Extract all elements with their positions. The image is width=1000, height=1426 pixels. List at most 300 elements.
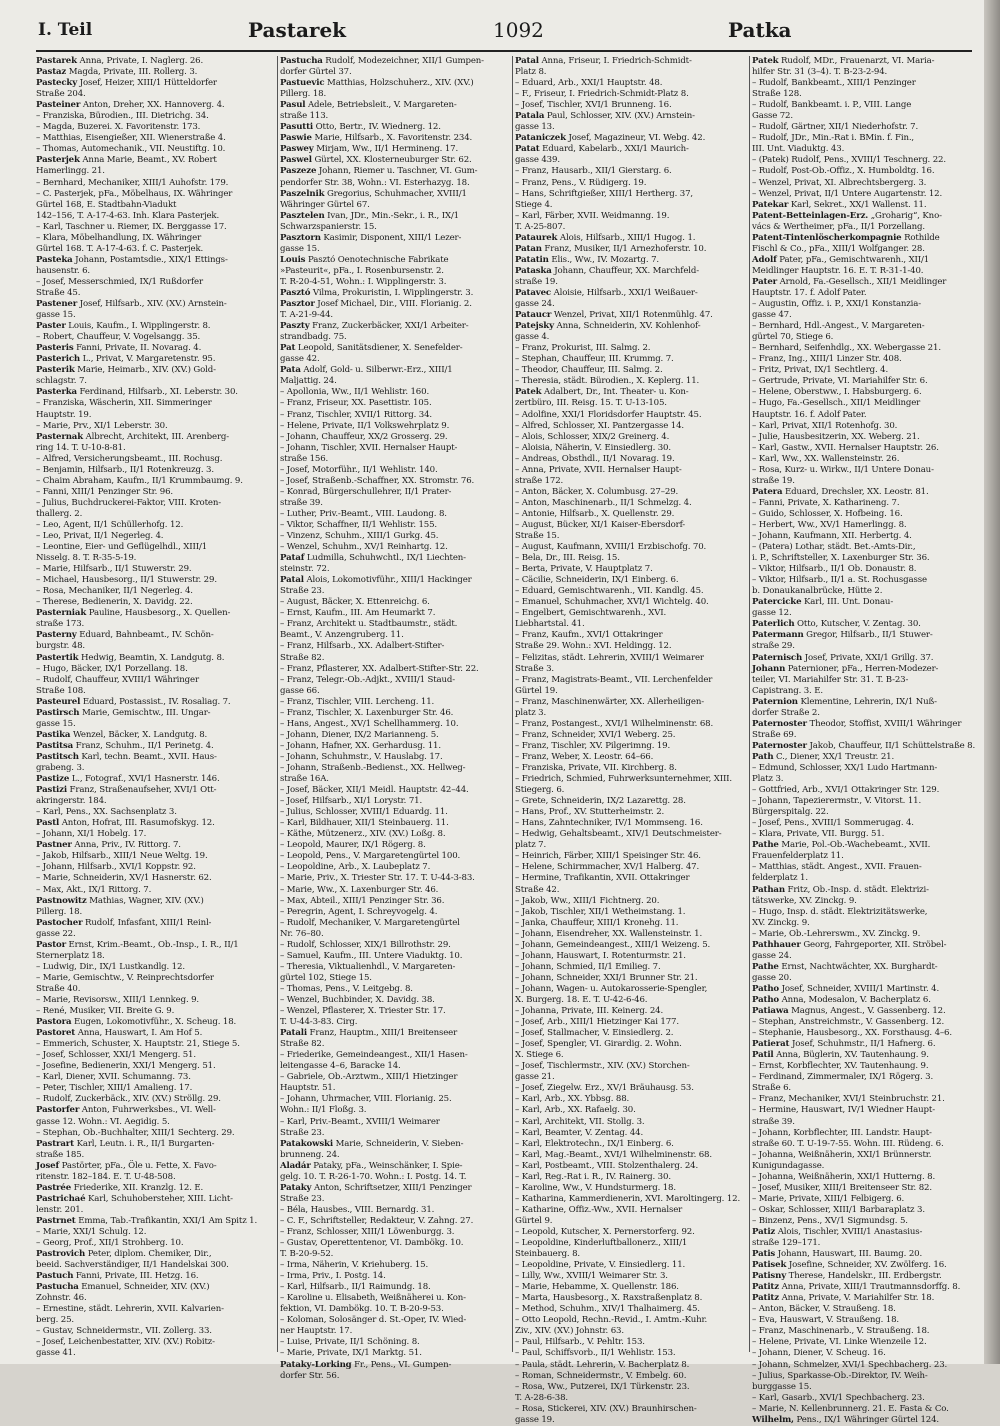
directory-entry-line: – Helene, Private, II/1 Volkswehrplatz 9. — [280, 420, 450, 431]
entry-surname: Paterlich — [752, 619, 795, 630]
directory-entry-line: – Josef, Messerschmied, IX/1 Rußdorfer — [36, 276, 203, 287]
directory-entry-line: Paszeze Johann, Riemer u. Taschner, VI. Gum- — [280, 166, 478, 177]
directory-entry-line: Platz 3. — [752, 774, 784, 785]
entry-surname: Pasteiner — [36, 100, 81, 111]
directory-entry-line: – Felizitas, städt. Lehrerin, XVIII/1 Weimarer — [515, 652, 704, 663]
column-2 — [280, 56, 512, 1381]
directory-entry-line: – Karl, Gasarb., XVI/1 Spechbacherg. 23. — [752, 1392, 925, 1403]
directory-entry-line: – Josefine, Bedienerin, XXI/1 Mengerg. 51. — [36, 1061, 216, 1072]
directory-entry-line: platz 7. — [515, 840, 547, 851]
directory-entry-line: gasse 47. — [752, 310, 792, 321]
directory-entry-line: burgstr. 48. — [36, 641, 86, 652]
directory-entry-line: – Marie, Prv., XI/1 Leberstr. 30. — [36, 420, 168, 431]
directory-entry-line: – Ludwig, Dir., IX/1 Lustkandlg. 12. — [36, 961, 185, 972]
entry-surname: Patercicke — [752, 597, 802, 608]
directory-entry-line: Pastitsa Franz, Schuhm., II/1 Perinetg. 4. — [36, 740, 214, 751]
entry-surname: Patisek — [752, 1260, 787, 1271]
directory-entry-line: Patek Adalbert, Dr., Int. Theater- u. Kon- — [515, 387, 689, 398]
entry-surname: Patal — [280, 575, 304, 586]
directory-entry-line: – Peregrin, Agent, I. Schreyvogelg. 4. — [280, 906, 438, 917]
directory-entry-line: – Josef, Spengler, VI. Girardig. 2. Wohn. — [515, 1039, 682, 1050]
directory-entry-line: Platz 8. — [515, 67, 547, 78]
directory-entry-line: Straße 42. — [515, 884, 560, 895]
entry-surname: Paternoster — [752, 740, 807, 751]
directory-entry-line: Straße 108. — [36, 685, 86, 696]
directory-entry-line: Pastize L., Fotograf., XVI/1 Hasnerstr. 146. — [36, 774, 220, 785]
directory-entry-line: – Karl, Architekt, VII. Stollg. 3. — [515, 1116, 645, 1127]
right-catchword: Patka — [728, 18, 792, 42]
directory-entry-line: – Franz, Ing., XIII/1 Linzer Str. 408. — [752, 354, 902, 365]
entry-surname: Patat — [515, 144, 540, 155]
directory-entry-line: Kunigundagasse. — [752, 1160, 825, 1171]
entry-surname: Pastize — [36, 774, 70, 785]
directory-entry-line: – Paul, Schiffsvorb., II/1 Wehlistr. 153. — [515, 1348, 676, 1359]
directory-entry-line: – Grete, Schneiderin, IX/2 Lazarettg. 28. — [515, 796, 686, 807]
directory-entry-line: gasse 22. — [36, 928, 76, 939]
entry-surname: Pasteris — [36, 343, 74, 354]
directory-entry-line: – Johanna, Weißnäherin, XXI/1 Brünnerstr. — [752, 1149, 932, 1160]
directory-entry-line: Patek Rudolf, MDr., Frauenarzt, VI. Maria- — [752, 56, 935, 66]
directory-entry-line: Gasse 72. — [752, 111, 793, 122]
directory-entry-line: – Anna, Private, XVII. Hernalser Haupt- — [515, 464, 682, 475]
directory-entry-line: Ziv., XIV. (XV.) Johnstr. 63. — [515, 1326, 624, 1337]
directory-entry-line: – Josef, Pens., XVIII/1 Sommerugag. 4. — [752, 818, 914, 829]
directory-entry-line: Pathan Fritz, Ob.-Insp. d. städt. Elektrizi- — [752, 884, 929, 895]
directory-entry-line: Pillerg. 18. — [280, 89, 327, 100]
directory-entry-line: – Karl, Arb., XX. Rafaelg. 30. — [515, 1105, 636, 1116]
directory-entry-line: – Viktor, Hilfsarb., II/1 a. St. Rochusgasse — [752, 575, 927, 586]
directory-entry-line: – Fanni, XIII/1 Penzinger Str. 96. — [36, 486, 173, 497]
directory-entry-line: – Method, Schuhm., XIV/1 Thalhaimerg. 45. — [515, 1304, 700, 1315]
directory-entry-line: gasse 42. — [280, 354, 320, 365]
directory-entry-line: ring 14. T. U-10-8-81. — [36, 442, 126, 453]
directory-entry-line: – Stephan, Chauffeur, III. Krummg. 7. — [515, 354, 674, 365]
directory-entry-line: berg. 25. — [36, 1315, 74, 1326]
directory-entry-line: – Josef, Arb., XIII/1 Hietzinger Kai 177. — [515, 1017, 679, 1028]
directory-entry-line: Pasterjek Anna Marie, Beamt., XV. Robert — [36, 155, 217, 166]
entry-surname: Pasteka — [36, 254, 73, 265]
directory-entry-line: Hauptstr. 16. f. Adolf Pater. — [752, 409, 867, 420]
entry-surname: Pasterniak — [36, 608, 87, 619]
directory-entry-line: – Julius, Schlosser, XVIII/1 Eduardg. 11. — [280, 807, 448, 818]
directory-entry-line: Patala Paul, Schlosser, XIV. (XV.) Arnstein- — [515, 111, 695, 122]
directory-entry-line: – Franz, Maschinenwärter, XX. Allerheiligen- — [515, 696, 704, 707]
entry-surname: Patisny — [752, 1271, 787, 1282]
directory-entry-line: ner Hauptstr. 17. — [280, 1326, 353, 1337]
directory-entry-line: – Franz, Weber, X. Leostr. 64–66. — [515, 751, 654, 762]
directory-entry-line: burggasse 15. — [752, 1381, 812, 1392]
directory-entry-line: – Rudolf, Gärtner, XII/1 Niederhofstr. 7. — [752, 122, 919, 133]
directory-entry-line: – Bernhard, Hdl.-Angest., V. Margareten- — [752, 321, 925, 332]
directory-entry-line: Straße 23. — [280, 1193, 325, 1204]
directory-entry-line: – Josef, Tischlermstr., XIV. (XV.) Storchen- — [515, 1061, 690, 1072]
directory-entry-line: Hauptstr. 51. — [280, 1083, 336, 1094]
directory-entry-line: gasse 15. — [36, 718, 76, 729]
entry-surname: Pataurek — [515, 232, 558, 243]
directory-entry-line: Pastertik Hedwig, Beamtin, X. Landgutg. 8. — [36, 652, 225, 663]
directory-entry-line: straße 173. — [36, 619, 85, 630]
entry-surname: Patho — [752, 994, 779, 1005]
directory-entry-line: – Theresia, Viktualienhdl., V. Margareten- — [280, 961, 456, 972]
directory-entry-line: – Franz, Hilfsarb., XX. Adalbert-Stifter- — [280, 641, 445, 652]
directory-entry-line: Patis Johann, Hauswart, III. Baumg. 20. — [752, 1249, 923, 1260]
directory-entry-line: Patiz Alois, Tischler, XVIII/1 Anastasius- — [752, 1226, 923, 1237]
entry-surname: Pat — [280, 343, 296, 354]
directory-entry-line: grabeng. 3. — [36, 763, 85, 773]
directory-entry-line: – Augustin, Offiz. i. P., XXI/1 Konstanzia- — [752, 299, 922, 310]
directory-entry-line: Pasutti Otto, Bertr., IV. Wiednerg. 12. — [280, 122, 441, 133]
directory-entry-line: – Berta, Private, V. Hauptplatz 7. — [515, 564, 653, 575]
directory-entry-line: – Johann, Korbflechter, III. Landstr. Haupt- — [752, 1127, 932, 1138]
directory-entry-line: – Marie, Gemischtw., V. Reinprechtsdorfer — [36, 972, 214, 983]
directory-entry-line: – Johann, Gemeindeangest., XIII/1 Weizeng. 5. — [515, 939, 711, 950]
directory-entry-line: – Rudolf, Mechaniker, V. Margaretengürtel — [280, 917, 460, 928]
directory-entry-line: – Helene, Schirmmacher, XV/1 Halberg. 47. — [515, 862, 700, 873]
directory-entry-line: fektion, VI. Dambökg. 10. T. B-20-9-53. — [280, 1304, 444, 1315]
directory-entry-line: Wilhelm, Pens., IX/1 Währinger Gürtel 124. — [752, 1414, 939, 1425]
directory-entry-line: straße 60. T. U-19-7-55. Wohn. III. Rüdeng. 6. — [752, 1138, 944, 1149]
directory-entry-line: – Josef, Motorführ., II/1 Wehlistr. 140. — [280, 464, 438, 475]
directory-entry-line: – Julius, Sparkasse-Ob.-Direktor, IV. Weih- — [752, 1370, 928, 1381]
directory-entry-line: – Karl, Reg.-Rat i. R., IV. Rainerg. 30. — [515, 1171, 671, 1182]
directory-entry-line: XV. Zinckg. 9. — [752, 917, 810, 928]
directory-entry-line: – Franz, Maschinenarb., V. Straußeng. 18. — [752, 1326, 930, 1337]
directory-entry-line: T. U-44-3-83. Cirg. — [280, 1017, 358, 1028]
directory-entry-line: Straße 40. — [36, 983, 81, 994]
directory-entry-line: – Ernst, Korbflechter, XV. Tautenhaung. 9. — [752, 1061, 929, 1072]
directory-entry-line: – Leopold, Kutscher, X. Pernerstorferg. 92. — [515, 1226, 695, 1237]
directory-entry-line: – Rudolf, Zuckerbäck., XIV. (XV.) Ströllg. 29. — [36, 1094, 221, 1105]
directory-entry-line: – Wenzel, Schuhm., XV/1 Reinhartg. 12. — [280, 542, 448, 553]
entry-surname: Patek — [515, 387, 542, 398]
directory-entry-line: Pastorfer Anton, Fuhrwerksbes., VI. Well- — [36, 1105, 216, 1116]
directory-entry-line: – Marie, Schneiderin, XV/1 Hasnerstr. 62. — [36, 873, 212, 884]
directory-entry-line: – Rudolf, Schlosser, XIX/1 Billrothstr. 29. — [280, 939, 451, 950]
directory-entry-line: Pastizi Franz, Straßenaufseher, XVI/1 Ott- — [36, 785, 217, 796]
directory-entry-line: – Stephan, Ob.-Buchhalter, XIII/1 Sechterg. 29. — [36, 1127, 235, 1138]
directory-entry-line: Louis Pasztó Oenotechnische Fabrikate — [280, 254, 449, 265]
directory-entry-line: – Josef, Hilfsarb., XI/1 Lorystr. 71. — [280, 796, 423, 807]
directory-entry-line: straße 19. — [515, 276, 558, 287]
directory-entry-line: gasse 15. — [36, 310, 76, 321]
entry-surname: Pastnowitz — [36, 895, 87, 906]
directory-entry-line: – Chaim Abraham, Kaufm., II/1 Krummbaumg. 9. — [36, 475, 243, 486]
entry-surname: Pasternak — [36, 431, 84, 442]
directory-entry-line: – Friedrich, Schmied, Fuhrwerksunternehmer, XIII. — [515, 774, 733, 785]
entry-surname: Patent-Tintenlöscherkompagnie — [752, 232, 902, 243]
directory-entry-line: – Johann, XI/1 Hobelg. 17. — [36, 829, 147, 840]
entry-surname: Pathe — [752, 961, 779, 972]
directory-entry-line: – Marie, Priv., X. Triester Str. 17. T. U-44-3-83. — [280, 873, 475, 884]
directory-entry-line: – Max, Abteil., XIII/1 Penzinger Str. 36. — [280, 895, 445, 906]
directory-entry-line: – Alfred, Versicherungsbeamt., III. Rochusg. — [36, 453, 223, 464]
directory-entry-line: – Hugo, Insp. d. städt. Elektrizitätswerke, — [752, 906, 928, 917]
directory-entry-line: leitengasse 4–6, Baracke 14. — [280, 1061, 401, 1072]
directory-entry-line: – Marta, Hausbesorg., X. Raxstraßenplatz 8. — [515, 1293, 703, 1304]
directory-entry-line: – Peter, Tischler, XIII/1 Amalieng. 17. — [36, 1083, 193, 1094]
directory-entry-line: – Irma, Priv., I. Postg. 14. — [280, 1271, 386, 1282]
directory-entry-line: Patakowski Marie, Schneiderin, V. Sieben- — [280, 1138, 464, 1149]
directory-entry-line: Pastuch Fanni, Private, III. Hetzg. 16. — [36, 1271, 199, 1282]
entry-surname: Pataska — [515, 265, 552, 276]
directory-entry-line: Patisny Therese, Handelskr., III. Erdbergstr. — [752, 1271, 942, 1282]
directory-entry-line: – Marie, Hilfsarb., II/1 Stuwerstr. 29. — [36, 564, 192, 575]
directory-entry-line: – Klara, Möbelhandlung, IX. Währinger — [36, 232, 202, 243]
entry-surname: Pastaz — [36, 67, 67, 78]
directory-entry-line: T. A-25-807. — [515, 221, 566, 232]
directory-entry-line: Stiege 4. — [515, 199, 553, 210]
directory-entry-line: – Jakob, Hilfsarb., XIII/1 Neue Weltg. 19. — [36, 851, 208, 862]
directory-entry-line: Pasteris Fanni, Private, II. Novarag. 4. — [36, 343, 202, 354]
directory-entry-line: gasse 66. — [280, 685, 320, 696]
column-divider — [749, 56, 750, 1352]
entry-surname: Patitz — [752, 1282, 779, 1293]
directory-entry-line: Patavec Aloisie, Hilfsarb., XXI/1 Weißauer- — [515, 287, 698, 298]
directory-entry-line: – Johann, Schneider, XXI/1 Brunner Str. 21. — [515, 972, 698, 983]
directory-entry-line: dorfer Gürtel 37. — [280, 67, 352, 78]
directory-entry-line: Paterlich Otto, Kutscher, V. Zentag. 30. — [752, 619, 921, 630]
directory-entry-line: – Jakob, Tischler, XII/1 Wetheimstang. 1. — [515, 906, 686, 917]
directory-entry-line: Wohn.: II/1 Floßg. 3. — [280, 1105, 367, 1116]
directory-entry-line: – Samuel, Kaufm., III. Untere Viaduktg. 10. — [280, 950, 463, 961]
directory-entry-line: Straße 6. — [752, 1083, 791, 1094]
directory-entry-line: – Stephan, Anstreichmstr., V. Gassenberg. 12. — [752, 1017, 945, 1028]
directory-entry-line: – Karl, Ww., XX. Wallensteinstr. 26. — [752, 453, 900, 464]
directory-entry-line: gasse 24. — [515, 299, 555, 310]
directory-entry-line: Patil Anna, Büglerin, XV. Tautenhaung. 9. — [752, 1050, 929, 1061]
directory-entry-line: – Franz, Prokurist, III. Salmg. 2. — [515, 343, 651, 354]
directory-entry-line: – Hans, Schriftgießer, XIII/1 Hertherg. 37, — [515, 188, 694, 199]
directory-entry-line: – Leo, Agent, II/1 Schüllerhofg. 12. — [36, 519, 184, 530]
entry-surname: Pathe — [752, 840, 779, 851]
directory-entry-line: – Josef, Stallmacher, V. Einsiedlerg. 2. — [515, 1028, 674, 1039]
directory-entry-line: – Binzenz, Pens., XV/1 Sigmundsg. 5. — [752, 1215, 908, 1226]
directory-entry-line: – Leopoldine, Kinderluftballonerz., XIII/1 — [515, 1238, 688, 1249]
entry-surname: Patatin — [515, 254, 549, 265]
directory-entry-line: – Josef, Schlosser, XXI/1 Mengerg. 51. — [36, 1050, 196, 1061]
directory-entry-line: straße 16A. — [280, 774, 329, 785]
directory-entry-line: – Franziska, Wäscherin, XII. Simmeringer — [36, 398, 212, 409]
entry-surname: Paswey — [280, 144, 314, 155]
entry-surname: Johann — [752, 663, 786, 674]
directory-entry-line: – Franz, Hausarb., XII/1 Gierstarg. 6. — [515, 166, 672, 177]
directory-entry-line: – Otto Leopold, Rechn.-Revid., I. Amtm.-Kuhr. — [515, 1315, 708, 1326]
directory-entry-line: – Karl, Pens., XX. Sachsenplatz 3. — [36, 807, 177, 818]
directory-entry-line: Pastoret Anna, Hauswart, I. Am Hof 5. — [36, 1028, 203, 1039]
directory-entry-line: Schwarzspanierstr. 15. — [280, 221, 377, 232]
directory-entry-line: – Franz, Schlosser, XIII/1 Löwenburgg. 3. — [280, 1226, 455, 1237]
directory-entry-line: – Karl, Elektrotechn., IX/1 Einberg. 6. — [515, 1138, 674, 1149]
directory-entry-line: – F., Friseur, I. Friedrich-Schmidt-Platz 8. — [515, 89, 689, 100]
directory-entry-line: – Ernst, Kaufm., III. Am Heumarkt 7. — [280, 608, 436, 619]
directory-entry-line: – Luise, Private, II/1 Schöning. 8. — [280, 1337, 420, 1348]
directory-entry-line: Pastl Anton, Hofrat, III. Rasumofskyg. 12. — [36, 818, 215, 829]
entry-surname: Pastarek — [36, 56, 77, 66]
directory-entry-line: – Klara, Private, VII. Burgg. 51. — [752, 829, 885, 840]
directory-entry-line: Pastarek Anna, Private, I. Naglerg. 26. — [36, 56, 204, 66]
directory-entry-line: Paswel Gürtel, XX. Klosterneuburger Str. 62. — [280, 155, 472, 166]
directory-entry-line: Paternion Klementine, Lehrerin, IX/1 Nuß- — [752, 696, 937, 707]
entry-surname: Pataucr — [515, 310, 552, 321]
directory-entry-line: – August, Bäcker, X. Ettenreichg. 6. — [280, 597, 430, 608]
directory-entry-line: Pataniczek Josef, Magazineur, VI. Webg. 42. — [515, 133, 706, 144]
directory-entry-line: – Therese, Bedienerin, X. Davidg. 22. — [36, 597, 193, 608]
directory-entry-line: – Antonie, Hilfsarb., X. Quellenstr. 29. — [515, 508, 675, 519]
entry-surname: Pastuevic — [280, 78, 325, 89]
entry-surname: Paster — [36, 321, 66, 332]
directory-entry-line: – Leopold, Pens., V. Margaretengürtel 100. — [280, 851, 461, 862]
directory-entry-line: Pastora Eugen, Lokomotivführ., X. Scheug. 18. — [36, 1017, 237, 1028]
directory-entry-line: – Johann, Eisendreher, XX. Wallensteinstr. 1. — [515, 928, 703, 939]
directory-entry-line: Straße 23. — [280, 586, 325, 597]
directory-entry-line: – Karl, Privat, XII/1 Rotenhofg. 30. — [752, 420, 898, 431]
page-number: 1092 — [493, 18, 544, 42]
directory-entry-line: gasse 12. Wohn.: VI. Aegidig. 5. — [36, 1116, 170, 1127]
directory-entry-line: beeid. Sachverständiger, II/1 Handelskai 300. — [36, 1260, 229, 1271]
entry-surname: Paternion — [752, 696, 798, 707]
directory-entry-line: – Johann, Schuhmstr., V. Hauslabg. 17. — [280, 751, 443, 762]
directory-entry-line: T. B-20-9-52. — [280, 1249, 334, 1260]
directory-entry-line: Gürtel 9. — [515, 1215, 553, 1226]
directory-entry-line: Pasul Adele, Betriebsleit., V. Margareten- — [280, 100, 457, 111]
directory-entry-line: – Leo, Privat, II/1 Negerleg. 4. — [36, 531, 164, 542]
directory-entry-line: – Johann, Tischler, XVII. Hernalser Haupt- — [280, 442, 458, 453]
directory-entry-line: – Adolfine, XXI/1 Floridsdorfer Hauptstr. 45. — [515, 409, 702, 420]
directory-entry-line: – Engelbert, Gemischtwarenh., XVI. — [515, 608, 667, 619]
directory-entry-line: Capistrang. 3. E. — [752, 685, 823, 696]
directory-entry-line: Patisek Josefine, Schneider, XV. Zwölferg. 16. — [752, 1260, 947, 1271]
directory-entry-line: straße 19. — [752, 475, 795, 486]
directory-entry-line: – Konrad, Bürgerschullehrer, II/1 Prater- — [280, 486, 452, 497]
directory-entry-line: – Paul, Hilfsarb., V. Pehltr. 153. — [515, 1337, 645, 1348]
directory-entry-line: Steinbauerg. 8. — [515, 1249, 580, 1260]
directory-entry-line: ritenstr. 182–184. E. T. U-48-508. — [36, 1171, 176, 1182]
entry-surname: Josef — [36, 1160, 60, 1171]
directory-entry-line: – Apollonia, Ww., II/1 Wehlistr. 160. — [280, 387, 430, 398]
entry-surname: Patal — [515, 56, 539, 66]
directory-entry-line: X. Stiege 6. — [515, 1050, 564, 1061]
directory-entry-line: – Herbert, Ww., XV/1 Hamerlingg. 8. — [752, 519, 907, 530]
directory-entry-line: Maljattig. 24. — [280, 376, 337, 387]
entry-surname: Pastl — [36, 818, 60, 829]
directory-entry-line: gürtel 70, Stiege 6. — [752, 332, 834, 343]
directory-entry-line: – Hans, Prof., XV. Stutterheimstr. 2. — [515, 807, 665, 818]
directory-entry-line: Straße 3. — [515, 663, 554, 674]
directory-entry-line: Nisselg. 8. T. R-35-5-19. — [36, 553, 137, 564]
directory-entry-line: – Franziska, Private, VII. Kirchberg. 8. — [515, 763, 677, 773]
entry-surname: Pater — [752, 276, 778, 287]
directory-entry-line: Straße 15. — [515, 531, 560, 542]
directory-entry-line: – Katharine, Offiz.-Ww., XVII. Hernalser — [515, 1204, 683, 1215]
left-catchword: Pastarek — [248, 18, 347, 42]
directory-entry-line: Patho Anna, Modesalon, V. Bacherplatz 6. — [752, 994, 931, 1005]
directory-entry-line: Paszty Franz, Zuckerbäcker, XXI/1 Arbeiter- — [280, 321, 469, 332]
directory-entry-line: – Karl, Postbeamt., VIII. Stolzenthalerg. 24. — [515, 1160, 699, 1171]
directory-entry-line: – Johann, Wagen- u. Autokarosserie-Spengler, — [515, 983, 708, 994]
directory-entry-line: – Rosa, Kurz- u. Wirkw., II/1 Untere Donau- — [752, 464, 934, 475]
entry-surname: Patil — [752, 1050, 774, 1061]
entry-surname: Pastner — [36, 840, 72, 851]
directory-entry-line: – Marie, Revisorsw., XIII/1 Lennkeg. 9. — [36, 994, 200, 1005]
directory-entry-line: lenstr. 201. — [36, 1204, 84, 1215]
directory-entry-line: – Franz, Pflasterer, XX. Adalbert-Stifter-Str. 22. — [280, 663, 479, 674]
directory-entry-line: Pasterniak Pauline, Hausbesorg., X. Quellen- — [36, 608, 231, 619]
directory-entry-line: – Lilly, Ww., XVIII/1 Weimarer Str. 3. — [515, 1271, 668, 1282]
directory-entry-line: – Katharina, Kammerdienerin, XVI. Maroltingerg. 12. — [515, 1193, 741, 1204]
directory-entry-line: – Marie, Ob.-Lehrerswm., XV. Zinckg. 9. — [752, 928, 921, 939]
directory-entry-line: Pasztor Josef Michael, Dir., VIII. Florianig. 2. — [280, 299, 472, 310]
directory-entry-line: Pataska Johann, Chauffeur, XX. Marchfeld- — [515, 265, 699, 276]
directory-entry-line: – Franz, Friseur, XX. Pasettistr. 105. — [280, 398, 432, 409]
directory-entry-line: straße 29. — [752, 641, 795, 652]
directory-entry-line: Patekar Karl, Sekret., XX/1 Wallenst. 11. — [752, 199, 927, 210]
entry-surname: Path — [752, 751, 774, 762]
entry-surname: Pastucha — [36, 1282, 79, 1293]
directory-entry-line: akringerstr. 184. — [36, 796, 107, 807]
directory-entry-line: Patent-Tintenlöscherkompagnie Rothilde — [752, 232, 940, 243]
entry-surname: Pastitsch — [36, 751, 79, 762]
entry-surname: Patis — [752, 1249, 776, 1260]
directory-entry-line: Hamerlingg. 21. — [36, 166, 105, 177]
directory-entry-line: – C. Pasterjek, pFa., Möbelhaus, IX. Währinger — [36, 188, 233, 199]
directory-entry-line: Pasterka Ferdinand, Hilfsarb., XI. Leberstr. 30. — [36, 387, 238, 398]
directory-entry-line: Pataky-Lorking Fr., Pens., VI. Gumpen- — [280, 1359, 452, 1370]
entry-surname: Pastirsch — [36, 707, 80, 718]
directory-entry-line: Pataucr Wenzel, Privat, XII/1 Rotenmühlg. 47. — [515, 310, 713, 321]
directory-entry-line: – Guido, Schlosser, X. Hofbeing. 16. — [752, 508, 903, 519]
directory-entry-line: – Michael, Hausbesorg., II/1 Stuwerstr. 29. — [36, 575, 217, 586]
directory-entry-line: Straße 29. Wohn.: XVI. Heldingg. 12. — [515, 641, 672, 652]
directory-entry-line: – Karl, Mag.-Beamt., XVI/1 Wilhelminenstr. 68. — [515, 1149, 712, 1160]
directory-entry-line: – Marie, Private, IX/1 Marktg. 51. — [280, 1348, 422, 1359]
directory-entry-line: – Max, Akt., IX/1 Rittorg. 7. — [36, 884, 152, 895]
directory-entry-line: – Benjamin, Hilfsarb., II/1 Rotenkreuzg. 3. — [36, 464, 214, 475]
directory-entry-line: – Johann, Hafner, XX. Gerhardusg. 11. — [280, 740, 441, 751]
directory-entry-line: Pastrichaé Karl, Schuhobersteher, XIII. Licht- — [36, 1193, 233, 1204]
directory-entry-line: dorfer Straße 2. — [752, 707, 820, 718]
directory-entry-line: straße 129–171. — [752, 1238, 821, 1249]
directory-entry-line: gasse 19. — [515, 1414, 555, 1425]
directory-entry-line: Patho Josef, Schneider, XVIII/1 Martinstr. 4. — [752, 983, 940, 994]
directory-entry-line: – Marie, Private, XIII/1 Felbigerg. 6. — [752, 1193, 905, 1204]
directory-entry-line: Pastucha Emanuel, Schneider, XIV. (XV.) — [36, 1282, 210, 1293]
directory-entry-line: platz 3. — [515, 707, 547, 718]
entry-surname: Paszeze — [280, 166, 317, 177]
directory-entry-line: – Hans, Zahntechniker, IV/1 Mommseng. 16. — [515, 818, 703, 829]
directory-entry-line: Patent-Betteinlagen-Erz. „Groharig“, Kno- — [752, 210, 942, 221]
directory-entry-line: – Johanna, Private, III. Keinerg. 24. — [515, 1006, 664, 1017]
directory-entry-line: Pastrnet Emma, Tab.-Trafikantin, XXI/1 Am Spitz 1. — [36, 1215, 258, 1226]
directory-entry-line: Pat Leopold, Sanitätsdiener, X. Senefelder- — [280, 343, 463, 354]
directory-entry-line: schlagstr. 7. — [36, 376, 87, 387]
directory-entry-line: hausenstr. 6. — [36, 265, 90, 276]
directory-entry-line: Paszelnik Gregorius, Schuhmacher, XVIII/1 — [280, 188, 467, 199]
directory-entry-line: – Johann, Diener, IX/2 Marianneng. 5. — [280, 729, 439, 740]
directory-entry-line: Pasterik Marie, Heimarb., XIV. (XV.) Gold- — [36, 365, 216, 376]
directory-entry-line: Hauptstr. 19. — [36, 409, 92, 420]
directory-entry-line: Stiegerg. 6. — [515, 785, 565, 796]
entry-surname: Patiawa — [752, 1006, 789, 1017]
directory-entry-line: – Josef, Musiker, XIII/1 Breitenseer Str. 82. — [752, 1182, 932, 1193]
entry-surname: Pastorfer — [36, 1105, 80, 1116]
directory-entry-line: brunneng. 24. — [280, 1149, 340, 1160]
directory-entry-line: Pataky Anton, Schriftsetzer, XIII/1 Penzinger — [280, 1182, 472, 1193]
directory-entry-line: – August, Bücker, XI/1 Kaiser-Ebersdorf- — [515, 519, 686, 530]
entry-surname: Patho — [752, 983, 779, 994]
directory-entry-line: Frauenfelderplatz 11. — [752, 851, 844, 862]
entry-surname: Patan — [515, 243, 542, 254]
directory-entry-line: Pathhauer Georg, Fahrgeporter, XII. Ströbel- — [752, 939, 947, 950]
